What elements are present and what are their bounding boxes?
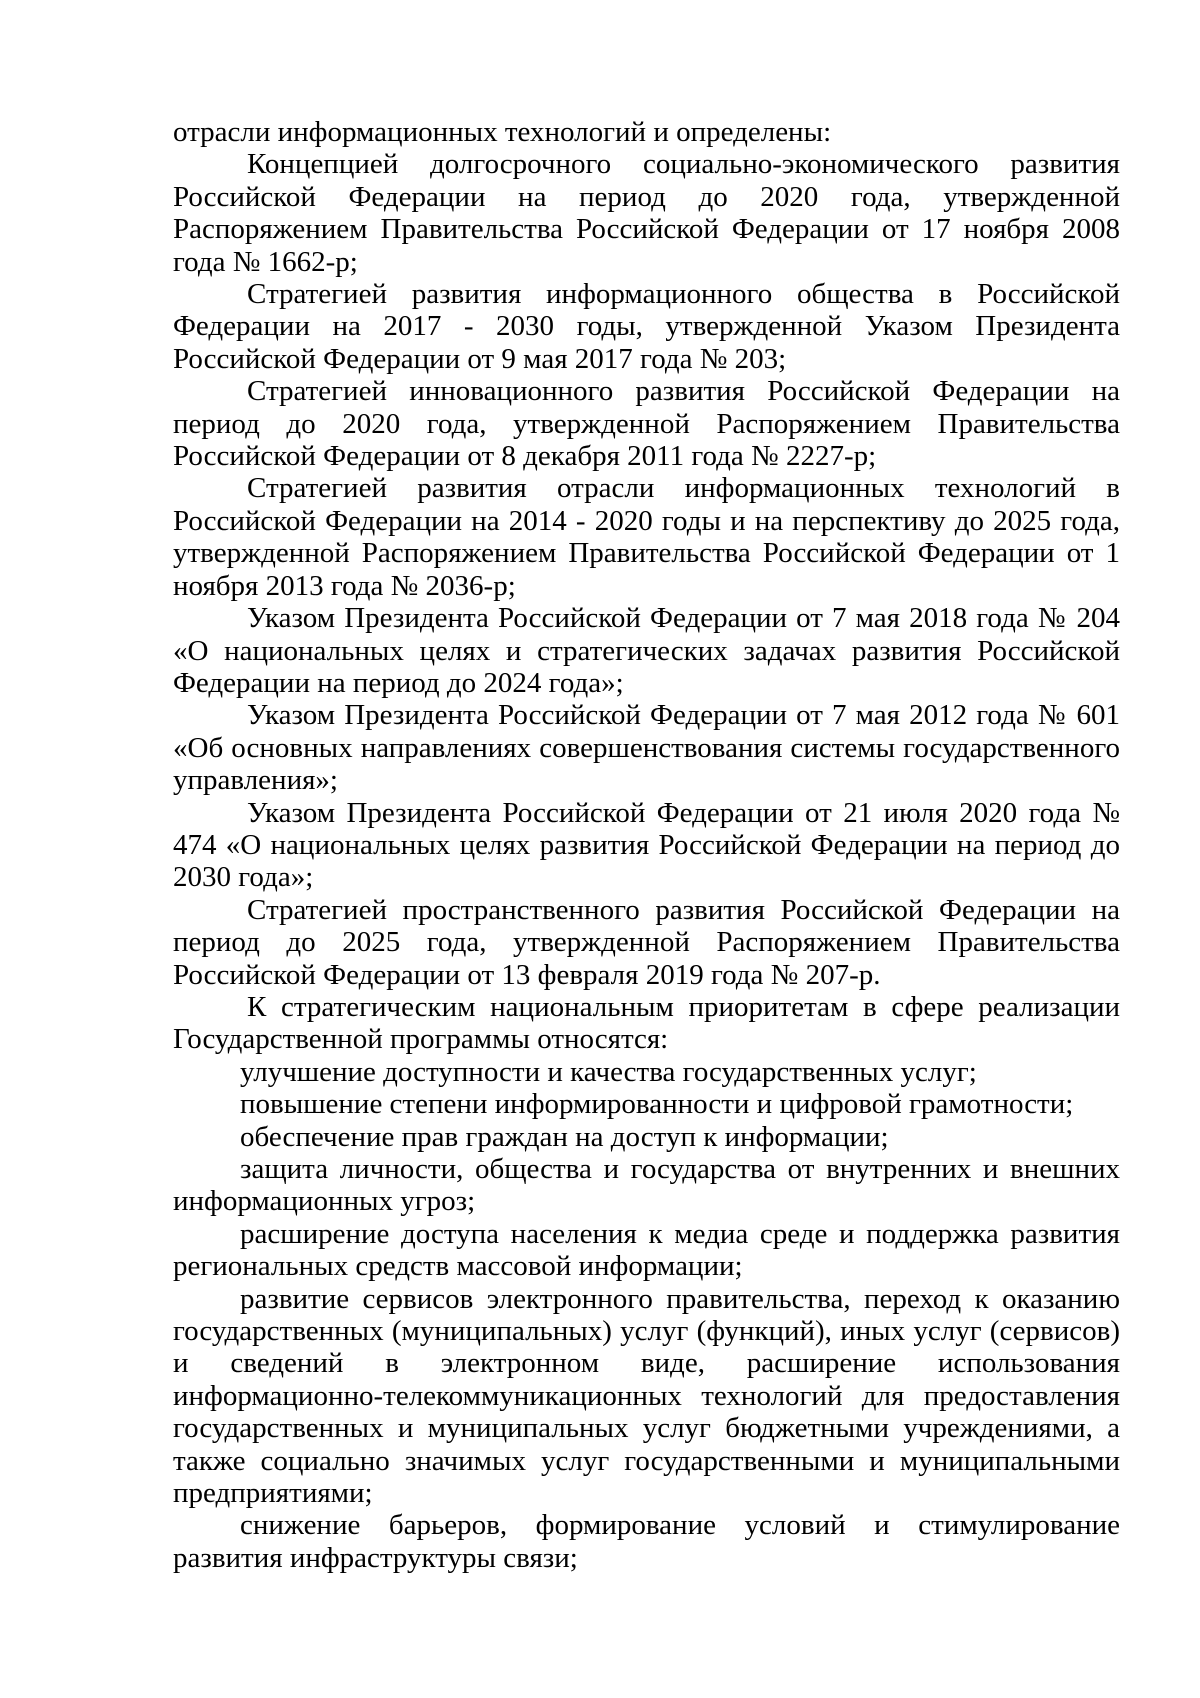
- priority-item: повышение степени информированности и цифровой грамотности;: [240, 1088, 1074, 1121]
- document-body: [173, 116, 1120, 1574]
- paragraph-concept-2020: Концепцией долгосрочного социально-экономического развития Российской Федерации на период до 2020 года, утвержденной Распоряжением Правительства Российской Федерации от 17 ноября 2008 года № 1662-р;: [173, 148, 1120, 278]
- paragraph-decree-474: Указом Президента Российской Федерации от 21 июля 2020 года № 474 «О национальных целях развития Российской Федерации на период до 2030 года»;: [173, 796, 1120, 894]
- priority-item: расширение доступа населения к медиа среде и поддержка развития региональных средств массовой информации;: [173, 1217, 1120, 1283]
- paragraph-decree-601: Указом Президента Российской Федерации от 7 мая 2012 года № 601 «Об основных направлениях совершенствования системы государственного управления»;: [173, 699, 1120, 797]
- paragraph-information-society-strategy: Стратегией развития информационного общества в Российской Федерации на 2017 - 2030 годы, утвержденной Указом Президента Российской Федерации от 9 мая 2017 года № 203;: [173, 278, 1120, 375]
- paragraph-it-industry-strategy: Стратегией развития отрасли информационных технологий в Российской Федерации на 2014 - 2020 годы и на перспективу до 2025 года, утвержденной Распоряжением Правительства Российской Федерации от 1 ноября 2013 года № 2036-р;: [173, 472, 1120, 602]
- priority-item: снижение барьеров, формирование условий и стимулирование развития инфраструктуры связи;: [173, 1509, 1120, 1574]
- priority-item: защита личности, общества и государства от внутренних и внешних информационных угроз;: [173, 1153, 1120, 1218]
- paragraph-priorities-intro: К стратегическим национальным приоритетам в сфере реализации Государственной программы относятся:: [173, 990, 1120, 1056]
- paragraph-spatial-strategy: Стратегией пространственного развития Российской Федерации на период до 2025 года, утвержденной Распоряжением Правительства Российской Федерации от 13 февраля 2019 года № 207-р.: [173, 893, 1120, 991]
- priority-item: развитие сервисов электронного правительства, переход к оказанию государственных (муниципальных) услуг (функций), иных услуг (сервисов) и сведений в электронном виде, расширение использования информационно-телекоммуникационных технологий для предоставления государственных и муниципальных услуг бюджетными учреждениями, а также социально значимых услуг государственными и муниципальными предприятиями;: [173, 1282, 1120, 1510]
- paragraph-decree-204: Указом Президента Российской Федерации от 7 мая 2018 года № 204 «О национальных целях и стратегических задачах развития Российской Федерации на период до 2024 года»;: [173, 602, 1120, 699]
- paragraph-innovation-strategy: Стратегией инновационного развития Российской Федерации на период до 2020 года, утвержденной Распоряжением Правительства Российской Федерации от 8 декабря 2011 года № 2227-р;: [173, 375, 1120, 473]
- priority-item: улучшение доступности и качества государственных услуг;: [240, 1055, 977, 1088]
- priority-item: обеспечение прав граждан на доступ к информации;: [240, 1120, 889, 1153]
- paragraph-continuation: отрасли информационных технологий и определены:: [173, 116, 832, 148]
